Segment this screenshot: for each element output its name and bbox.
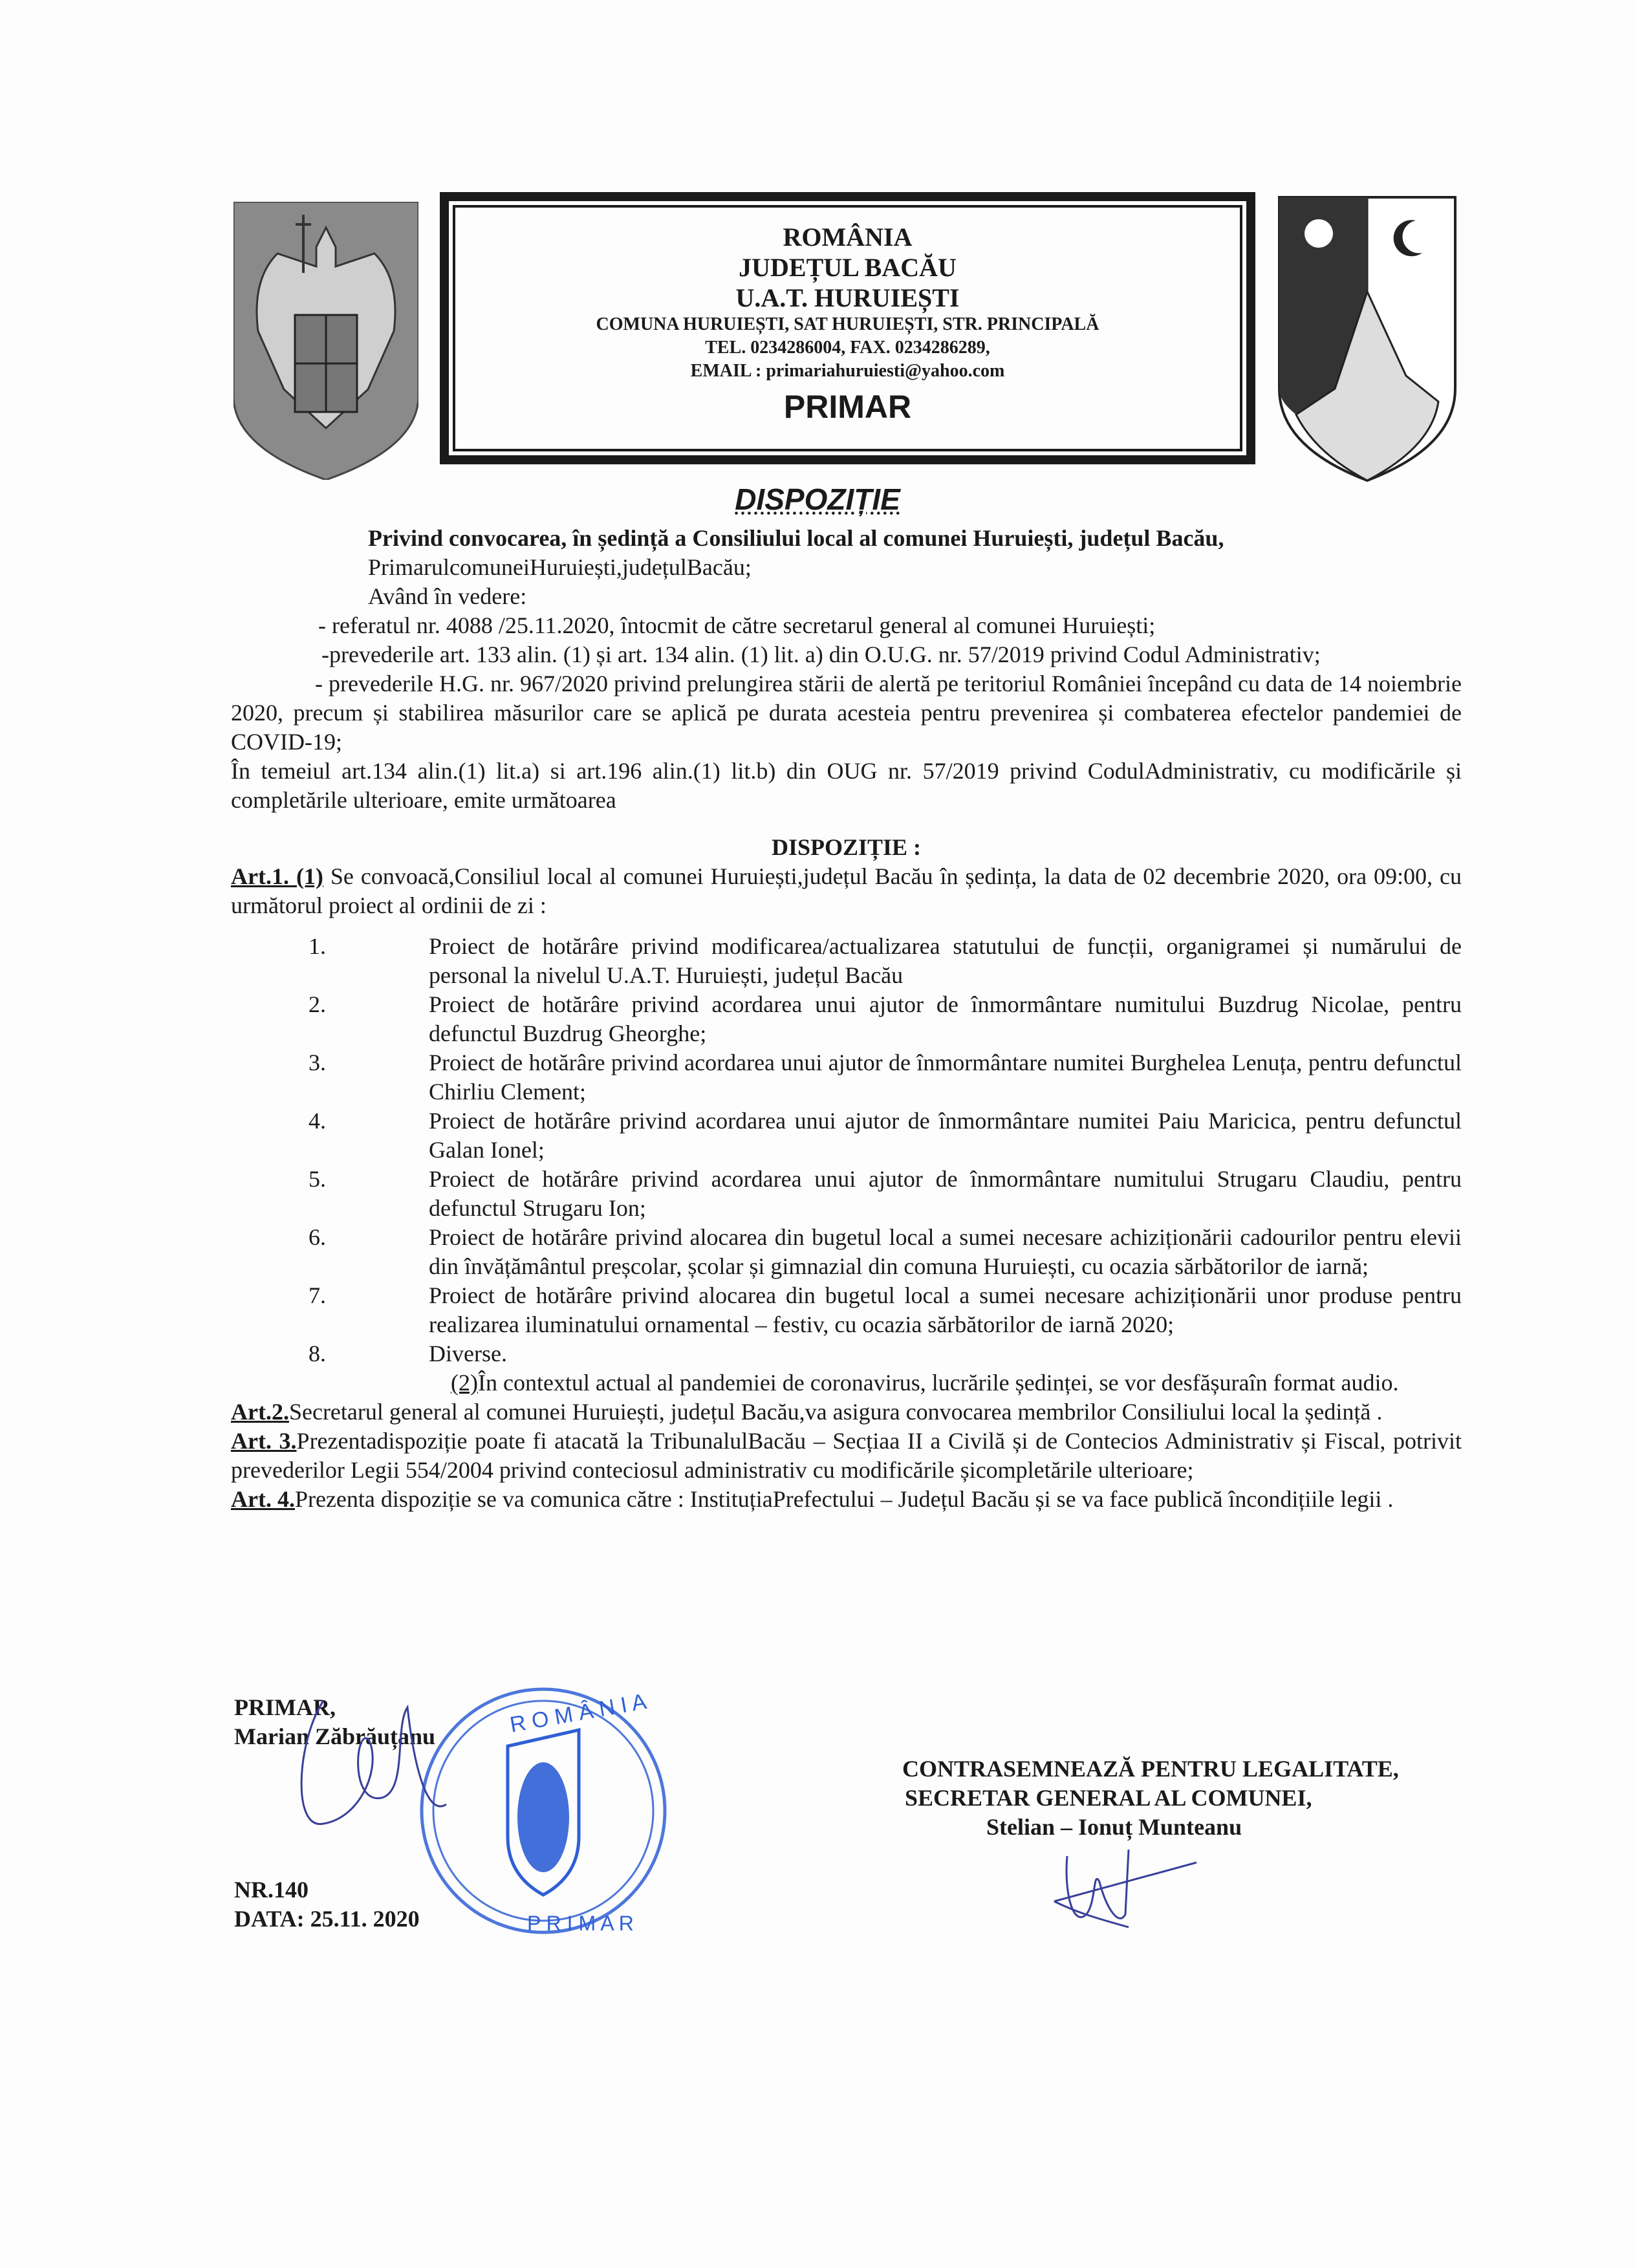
agenda-text: Proiect de hotărâre privind alocarea din bugetul local a sumei necesare achiziționării unor produse pentru realizarea iluminatului ornamental – festiv, cu ocazia sărbătorilor de iarnă 2020; [429, 1282, 1462, 1337]
article-4-label: Art. 4. [231, 1486, 295, 1512]
secretary-name: Stelian – Ionuț Munteanu [986, 1814, 1242, 1840]
article-2-text: Secretarul general al comunei Huruiești, județul Bacău,va asigura convocarea membrilor Consiliului local la ședință . [288, 1399, 1383, 1425]
mayor-role: PRIMAR, [234, 1694, 336, 1720]
agenda-number: 7. [309, 1282, 326, 1308]
agenda-number: 1. [309, 933, 326, 959]
secretary-title: SECRETAR GENERAL AL COMUNEI, [905, 1785, 1312, 1811]
article-4 [231, 1485, 1462, 1514]
article-2 [231, 1398, 1462, 1427]
intro-section [231, 524, 1462, 815]
agenda-item [231, 1165, 1462, 1223]
agenda-text: Proiect de hotărâre privind acordarea unui ajutor de înmormântare numitei Burghelea Lenuța, pentru defunctul Chirliu Clement; [429, 1050, 1462, 1105]
reference-2: -prevederile art. 133 alin. (1) și art. 134 alin. (1) lit. a) din O.U.G. nr. 57/2019 privind Codul Administrativ; [321, 642, 1321, 667]
reference-3: - prevederile H.G. nr. 967/2020 privind prelungirea stării de alertă pe teritoriul României începând cu data de 14 noiembrie 2020, precum și stabilirea măsurilor care se aplică pe durata acesteia pentru prevenirea și combaterea efectelor pandemiei de COVID-19; [231, 671, 1462, 755]
agenda-text: Proiect de hotărâre privind modificarea/actualizarea statutului de funcții, organigramei și numărului de personal la nivelul U.A.T. Huruiești, județul Bacău [429, 933, 1462, 988]
reference-1: - referatul nr. 4088 /25.11.2020, întocmit de către secretarul general al comunei Huruiești; [318, 612, 1156, 638]
svg-text:P R I M A R: P R I M A R [527, 1912, 634, 1935]
romania-coat-of-arms-icon [233, 202, 418, 480]
letterhead-box [440, 192, 1255, 464]
agenda-item [231, 990, 1462, 1048]
countersign-label: CONTRASEMNEAZĂ PENTRU LEGALITATE, [902, 1756, 1399, 1782]
secretary-signature [1048, 1843, 1203, 1934]
para-2-text: În contextul actual al pandemiei de coronavirus, lucrările ședinței, se vor desfășuraîn format audio. [477, 1370, 1399, 1396]
article-1 [231, 862, 1462, 920]
agenda-number: 2. [309, 991, 326, 1017]
agenda-item [231, 1107, 1462, 1165]
article-2-label: Art.2. [231, 1399, 289, 1425]
agenda-list [231, 932, 1462, 1368]
document-date: DATA: 25.11. 2020 [234, 1906, 420, 1932]
agenda-number: 3. [309, 1050, 326, 1075]
svg-text:R O M Â N I A: R O M Â N I A [508, 1689, 649, 1738]
agenda-number: 8. [309, 1341, 326, 1366]
decision-heading: DISPOZIȚIE : [771, 834, 922, 860]
article-4-text: Prezenta dispoziție se va comunica către : InstituțiaPrefectului – Județul Bacău și se va face publică încondițiile legii . [294, 1486, 1394, 1512]
agenda-item [231, 1281, 1462, 1339]
mayor-name: Marian Zăbrăuțanu [234, 1723, 436, 1749]
mayor-signature [285, 1688, 479, 1882]
secretary-signature-block [902, 1755, 1399, 1842]
para-2-label: (2) [451, 1370, 478, 1396]
address: COMUNA HURUIEȘTI, SAT HURUIEȘTI, STR. PRINCIPALĂ [596, 314, 1099, 334]
article-3-label: Art. 3. [231, 1428, 297, 1454]
agenda-text: Proiect de hotărâre privind acordarea unui ajutor de înmormântare numitului Strugaru Claudiu, pentru defunctul Strugaru Ion; [429, 1166, 1462, 1221]
agenda-text: Proiect de hotărâre privind acordarea unui ajutor de înmormântare numitei Paiu Maricica, pentru defunctul Galan Ionel; [429, 1108, 1462, 1163]
legal-basis: În temeiul art.134 alin.(1) lit.a) si art.196 alin.(1) lit.b) din OUG nr. 57/2019 privind CodulAdministrativ, cu modificările și completările ulterioare, emite următoarea [231, 758, 1462, 813]
county-name: JUDEȚUL BACĂU [739, 253, 957, 282]
article-1-label: Art.1. (1) [231, 863, 323, 889]
decision-body [231, 821, 1462, 1514]
uat-name: U.A.T. HURUIEȘTI [735, 283, 960, 312]
agenda-text: Proiect de hotărâre privind acordarea unui ajutor de înmormântare numitului Buzdrug Nicolae, pentru defunctul Buzdrug Gheorghe; [429, 991, 1462, 1046]
huruiesti-coat-of-arms-icon [1277, 195, 1458, 483]
agenda-text: Diverse. [429, 1341, 507, 1366]
email: EMAIL : primariahuruiesti@yahoo.com [690, 361, 1005, 381]
considering: Având în vedere: [368, 583, 527, 609]
agenda-number: 4. [309, 1108, 326, 1134]
article-1-para-2 [231, 1368, 1462, 1398]
article-3-text: Prezentadispoziție poate fi atacată la TribunalulBacău – Secțiaa II a Civilă și de Contecios Administrativ și Fiscal, potrivit prevederilor Legii 554/2004 privind conteciosul administrativ cu modificările șicompletările ulterioare; [231, 1428, 1462, 1483]
office-title: PRIMAR [783, 389, 912, 425]
issuer: PrimarulcomuneiHuruiești,județulBacău; [368, 554, 752, 580]
document-number-block [234, 1875, 420, 1934]
agenda-number: 6. [309, 1224, 326, 1250]
country-name: ROMÂNIA [783, 222, 913, 252]
article-1-text: Se convoacă,Consiliul local al comunei Huruiești,județul Bacău în ședința, la data de 02 decembrie 2020, ora 09:00, cu următorul proiect al ordinii de zi : [231, 863, 1462, 918]
agenda-number: 5. [309, 1166, 326, 1192]
article-3 [231, 1427, 1462, 1485]
agenda-text: Proiect de hotărâre privind alocarea din bugetul local a sumei necesare achiziționării cadourilor pentru elevii din învățământul preșcolar, școlar și gimnazial din comuna Huruiești, cu ocazia sărbătorilor de iarnă; [429, 1224, 1462, 1279]
agenda-item [231, 1048, 1462, 1107]
document-title-text: DISPOZIȚIE [735, 482, 900, 516]
agenda-item [231, 1339, 1462, 1368]
subject: Privind convocarea, în ședință a Consiliului local al comunei Huruiești, județul Bacău, [368, 525, 1224, 551]
agenda-item [231, 1223, 1462, 1281]
document-title [0, 482, 1635, 517]
agenda-item [231, 932, 1462, 990]
phone-fax: TEL. 0234286004, FAX. 0234286289, [705, 338, 990, 358]
document-number: NR.140 [234, 1877, 309, 1903]
